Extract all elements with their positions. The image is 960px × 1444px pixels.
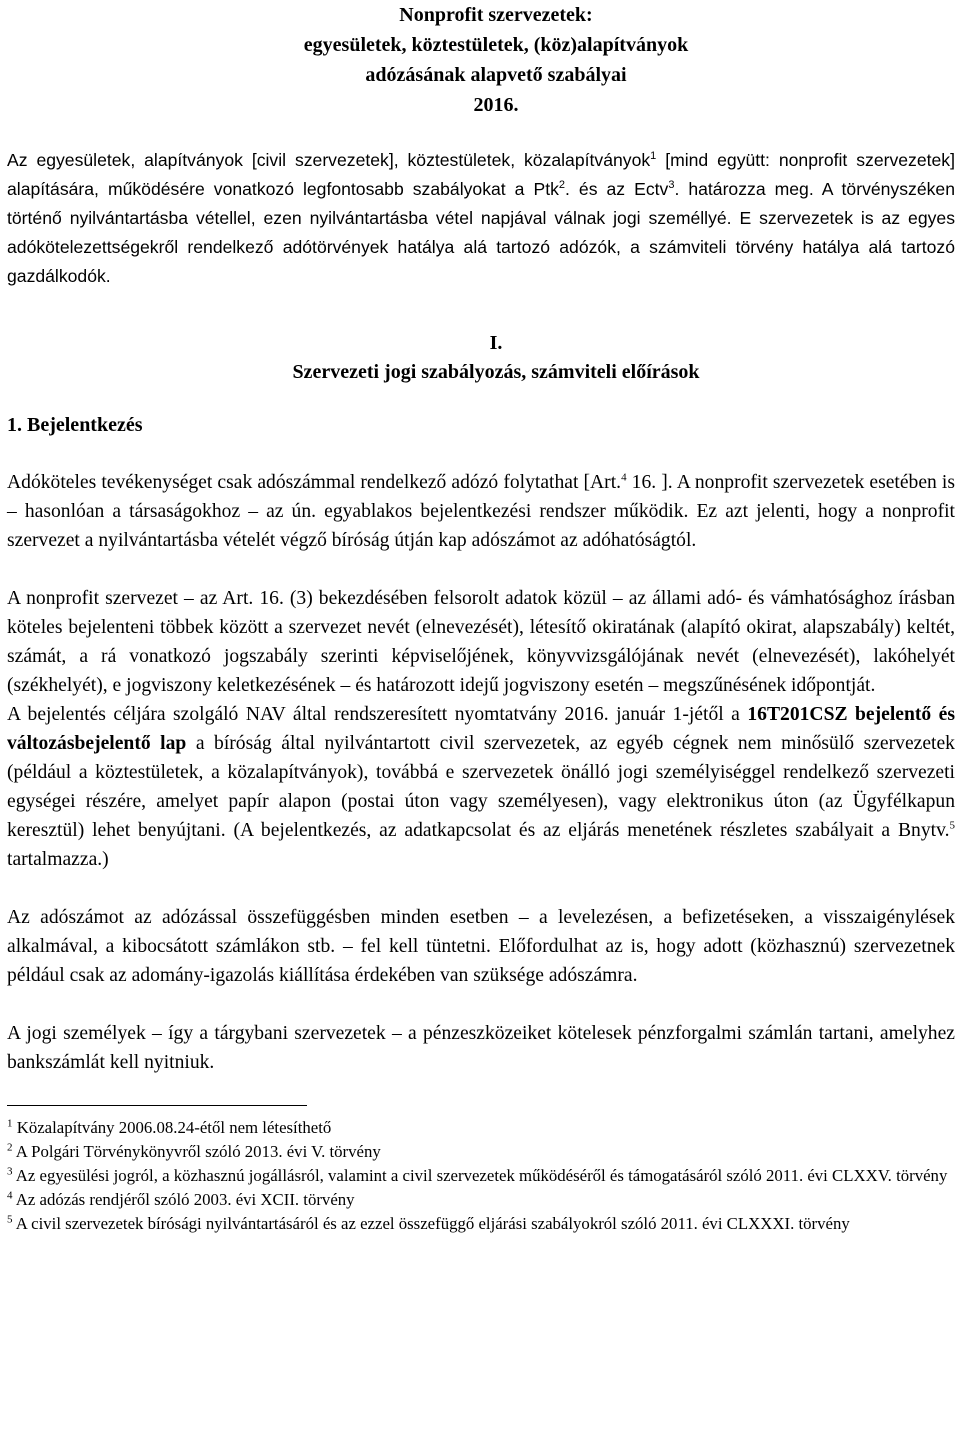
footnote-ref-2: 2 <box>558 179 566 192</box>
paragraph-5: A jogi személyek – így a tárgybani szervezetek – a pénzeszközeiket kötelesek pénzforgalmi számlán tartani, amelyhez bankszámlát kell nyitniuk. <box>7 1023 955 1073</box>
intro-text-3: . és az Ectv <box>565 179 669 199</box>
footnote-number: 1 <box>7 1117 13 1130</box>
document-page <box>7 0 955 1236</box>
footnote-number: 3 <box>7 1165 13 1178</box>
p1-text-a: Adóköteles tevékenységet csak adószámmal rendelkező adózó folytathat [Art. <box>7 472 622 493</box>
footnote-1 <box>7 1116 955 1140</box>
footnote-text: Közalapítvány 2006.08.24-étől nem létesíthető <box>12 1118 332 1137</box>
section-number: I. <box>489 332 503 354</box>
title-line-4: 2016. <box>473 94 519 116</box>
intro-text-1: Az egyesületek, alapítványok [civil szervezetek], köztestületek, közalapítványok <box>7 150 651 170</box>
paragraph-2: A nonprofit szervezet – az Art. 16. (3) bekezdésében felsorolt adatok közül – az állami adó- és vámhatósághoz írásban köteles bejelenteni többek között a szervezet nevét (elnevezését), létesítő okiratának (alapító okirat, alapszabály) keltét, számát, a rá vonatkozó jogszabály szerinti képviselőjének, könyvvizsgálójának nevét (elnevezését), lakóhelyét (székhelyét), e jogviszony keletkezésének – és határozott idejű jogviszony esetén – megszűnésének időpontját. <box>7 588 955 696</box>
footnote-4 <box>7 1188 955 1212</box>
document-title <box>7 0 955 120</box>
footnotes <box>7 1116 955 1236</box>
footnote-ref-4: 4 <box>621 471 627 484</box>
footnote-ref-1: 1 <box>650 150 657 163</box>
footnote-text: Az adózás rendjéről szóló 2003. évi XCII. törvény <box>12 1190 355 1209</box>
p3-text-c: tartalmazza.) <box>7 849 109 870</box>
intro-paragraph <box>7 146 955 291</box>
footnote-separator <box>7 1105 307 1106</box>
form-name: 16T201CSZ bejelentő és változásbejelentő lap <box>7 704 955 754</box>
p1-text-b: 16. ]. A nonprofit szervezetek esetében is – hasonlóan a társaságokhoz – az ún. egyablakos bejelentkezési rendszer működik. Ez azt jelenti, hogy a nonprofit szervezet a nyilvántartásba vételét végző bíróság útján kap adószámot az adóhatóságtól. <box>7 472 955 551</box>
title-line-3: adózásának alapvető szabályai <box>365 64 627 86</box>
footnote-text: Az egyesülési jogról, a közhasznú jogállásról, valamint a civil szervezetek működéséről és támogatásáról szóló 2011. évi CLXXV. törvény <box>12 1166 948 1185</box>
footnote-text: A civil szervezetek bírósági nyilvántartásáról és az ezzel összefüggő eljárási szabályokról szóló 2011. évi CLXXXI. törvény <box>12 1214 850 1233</box>
footnote-5 <box>7 1212 955 1236</box>
footnote-3 <box>7 1164 955 1188</box>
footnote-number: 2 <box>7 1141 13 1154</box>
p3-text-b: a bíróság által nyilvántartott civil szervezetek, az egyéb cégnek nem minősülő szervezetek (például a köztestületek, a közalapítványok), továbbá e szervezetek önálló jogi személyiséggel rendelkező szervezeti egységei részére, amelyet papír alapon (postai úton vagy személyesen), vagy elektronikus úton (az Ügyfélkapun keresztül) lehet benyújtani. (A bejelentkezés, az adatkapcsolat és az eljárás menetének részletes szabályait a Bnytv. <box>7 733 955 841</box>
footnote-number: 4 <box>7 1189 13 1202</box>
paragraph-3 <box>7 700 955 874</box>
subsection-heading: 1. Bejelentkezés <box>7 414 143 436</box>
paragraph-1 <box>7 468 955 555</box>
footnote-number: 5 <box>7 1213 13 1226</box>
paragraph-4: Az adószámot az adózással összefüggésben minden esetben – a levelezésen, a befizetéseken, a visszaigénylések alkalmával, a kibocsátott számlákon stb. – fel kell tüntetni. Előfordulhat az is, hogy adott (közhasznú) szervezetnek például csak az adomány-igazolás kiállítása érdekében van szüksége adószámra. <box>7 907 955 986</box>
footnote-2 <box>7 1140 955 1164</box>
intro-text-4: . határozza meg. A törvényszéken történő nyilvántartásba vétellel, ezen nyilvántartásba vétel napjával válnak jogi személlyé. E szervezetek is az egyes adókötelezettségekről rendelkező adótörvények hatálya alá tartozó adózók, a számviteli törvény hatálya alá tartozó gazdálkodók. <box>7 179 955 286</box>
section-heading <box>7 329 955 387</box>
p3-text-a: A bejelentés céljára szolgáló NAV által rendszeresített nyomtatvány 2016. január 1-jétől a <box>7 704 748 725</box>
intro-text-2: [mind együtt: nonprofit szervezetek] alapítására, működésére vonatkozó legfontosabb szabályokat a Ptk <box>7 150 955 199</box>
footnote-ref-5: 5 <box>949 819 955 832</box>
footnote-text: A Polgári Törvénykönyvről szóló 2013. évi V. törvény <box>12 1142 381 1161</box>
title-line-2: egyesületek, köztestületek, (köz)alapítványok <box>303 34 689 56</box>
footnote-ref-3: 3 <box>668 179 675 192</box>
section-title: Szervezeti jogi szabályozás, számviteli előírások <box>292 361 700 383</box>
title-line-1: Nonprofit szervezetek: <box>399 4 593 26</box>
